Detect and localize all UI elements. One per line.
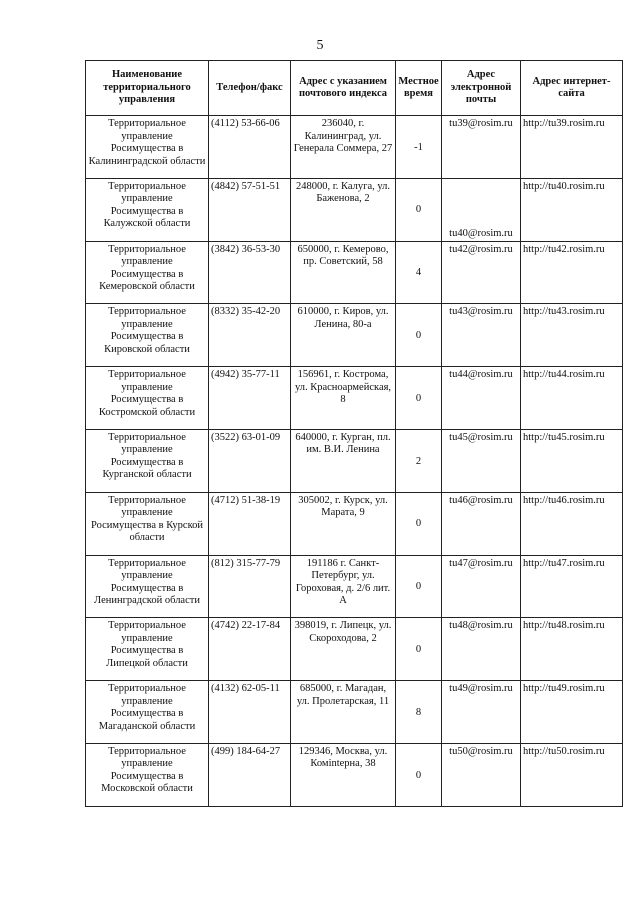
cell-address: 191186 г. Санкт-Петербург, ул. Гороховая, д. 2/6 лит. А [291,555,396,618]
header-address: Адрес с указанием почтового индекса [291,61,396,116]
cell-address: 305002, г. Курск, ул. Марата, 9 [291,492,396,555]
cell-phone: (3842) 36-53-30 [209,241,291,304]
cell-phone: (8332) 35-42-20 [209,304,291,367]
cell-name: Территориальное управление Росимущества в Липецкой области [86,618,209,681]
cell-address: 640000, г. Курган, пл. им. В.И. Ленина [291,429,396,492]
cell-address: 398019, г. Липецк, ул. Скороходова, 2 [291,618,396,681]
cell-time: 0 [396,618,442,681]
cell-email: tu42@rosim.ru [442,241,521,304]
header-name: Наименование территориального управления [86,61,209,116]
cell-phone: (4112) 53-66-06 [209,116,291,179]
header-phone: Телефон/факс [209,61,291,116]
cell-site: http://tu42.rosim.ru [521,241,623,304]
cell-site: http://tu43.rosim.ru [521,304,623,367]
cell-time: 0 [396,367,442,430]
header-email: Адрес электронной почты [442,61,521,116]
cell-site: http://tu47.rosim.ru [521,555,623,618]
table-row [86,304,623,367]
cell-site: http://tu45.rosim.ru [521,429,623,492]
cell-time: 8 [396,681,442,744]
cell-phone: (4712) 51-38-19 [209,492,291,555]
cell-name: Территориальное управление Росимущества в Магаданской области [86,681,209,744]
cell-address: 248000, г. Калуга, ул. Баженова, 2 [291,178,396,241]
table-header-row [86,61,623,116]
cell-address: 610000, г. Киров, ул. Ленина, 80-а [291,304,396,367]
cell-time: 2 [396,429,442,492]
cell-phone: (4842) 57-51-51 [209,178,291,241]
cell-site: http://tu44.rosim.ru [521,367,623,430]
cell-email: tu47@rosim.ru [442,555,521,618]
table-row [86,681,623,744]
cell-email: tu40@rosim.ru [442,178,521,241]
cell-email: tu46@rosim.ru [442,492,521,555]
cell-address: 156961, г. Кострома, ул. Красноармейская, 8 [291,367,396,430]
cell-name: Территориальное управление Росимущества в Калининградской области [86,116,209,179]
cell-address: 236040, г. Калининград, ул. Генерала Соммера, 27 [291,116,396,179]
cell-name: Территориальное управление Росимущества в Курской области [86,492,209,555]
cell-time: 0 [396,178,442,241]
cell-time: 0 [396,492,442,555]
table-row [86,116,623,179]
cell-email: tu48@rosim.ru [442,618,521,681]
cell-site: http://tu49.rosim.ru [521,681,623,744]
territorial-offices-table [85,60,623,807]
page-number: 5 [316,38,324,53]
header-site: Адрес интернет-сайта [521,61,623,116]
cell-phone: (4742) 22-17-84 [209,618,291,681]
cell-email: tu43@rosim.ru [442,304,521,367]
table-row [86,555,623,618]
cell-phone: (4942) 35-77-11 [209,367,291,430]
cell-site: http://tu50.rosim.ru [521,743,623,806]
cell-site: http://tu46.rosim.ru [521,492,623,555]
cell-address: 685000, г. Магадан, ул. Пролетарская, 11 [291,681,396,744]
cell-name: Территориальное управление Росимущества в Курганской области [86,429,209,492]
cell-name: Территориальное управление Росимущества в Кемеровской области [86,241,209,304]
cell-phone: (812) 315-77-79 [209,555,291,618]
cell-time: 4 [396,241,442,304]
cell-name: Территориальное управление Росимущества в Ленинградской области [86,555,209,618]
cell-site: http://tu40.rosim.ru [521,178,623,241]
cell-email: tu49@rosim.ru [442,681,521,744]
cell-phone: (499) 184-64-27 [209,743,291,806]
cell-name: Территориальное управление Росимущества в Калужской области [86,178,209,241]
cell-email: tu44@rosim.ru [442,367,521,430]
cell-time: 0 [396,743,442,806]
cell-time: -1 [396,116,442,179]
cell-email: tu45@rosim.ru [442,429,521,492]
cell-name: Территориальное управление Росимущества в Костромской области [86,367,209,430]
header-time: Местное время [396,61,442,116]
cell-address: 129346, Москва, ул. Комintерна, 38 [291,743,396,806]
table-row [86,743,623,806]
table-row [86,618,623,681]
table-row [86,492,623,555]
cell-site: http://tu48.rosim.ru [521,618,623,681]
cell-time: 0 [396,304,442,367]
cell-site: http://tu39.rosim.ru [521,116,623,179]
table-row [86,429,623,492]
table-row [86,241,623,304]
cell-phone: (3522) 63-01-09 [209,429,291,492]
cell-time: 0 [396,555,442,618]
cell-email: tu50@rosim.ru [442,743,521,806]
cell-address: 650000, г. Кемерово, пр. Советский, 58 [291,241,396,304]
cell-phone: (4132) 62-05-11 [209,681,291,744]
cell-name: Территориальное управление Росимущества в Московской области [86,743,209,806]
table-row [86,178,623,241]
table-row [86,367,623,430]
cell-email: tu39@rosim.ru [442,116,521,179]
cell-name: Территориальное управление Росимущества в Кировской области [86,304,209,367]
